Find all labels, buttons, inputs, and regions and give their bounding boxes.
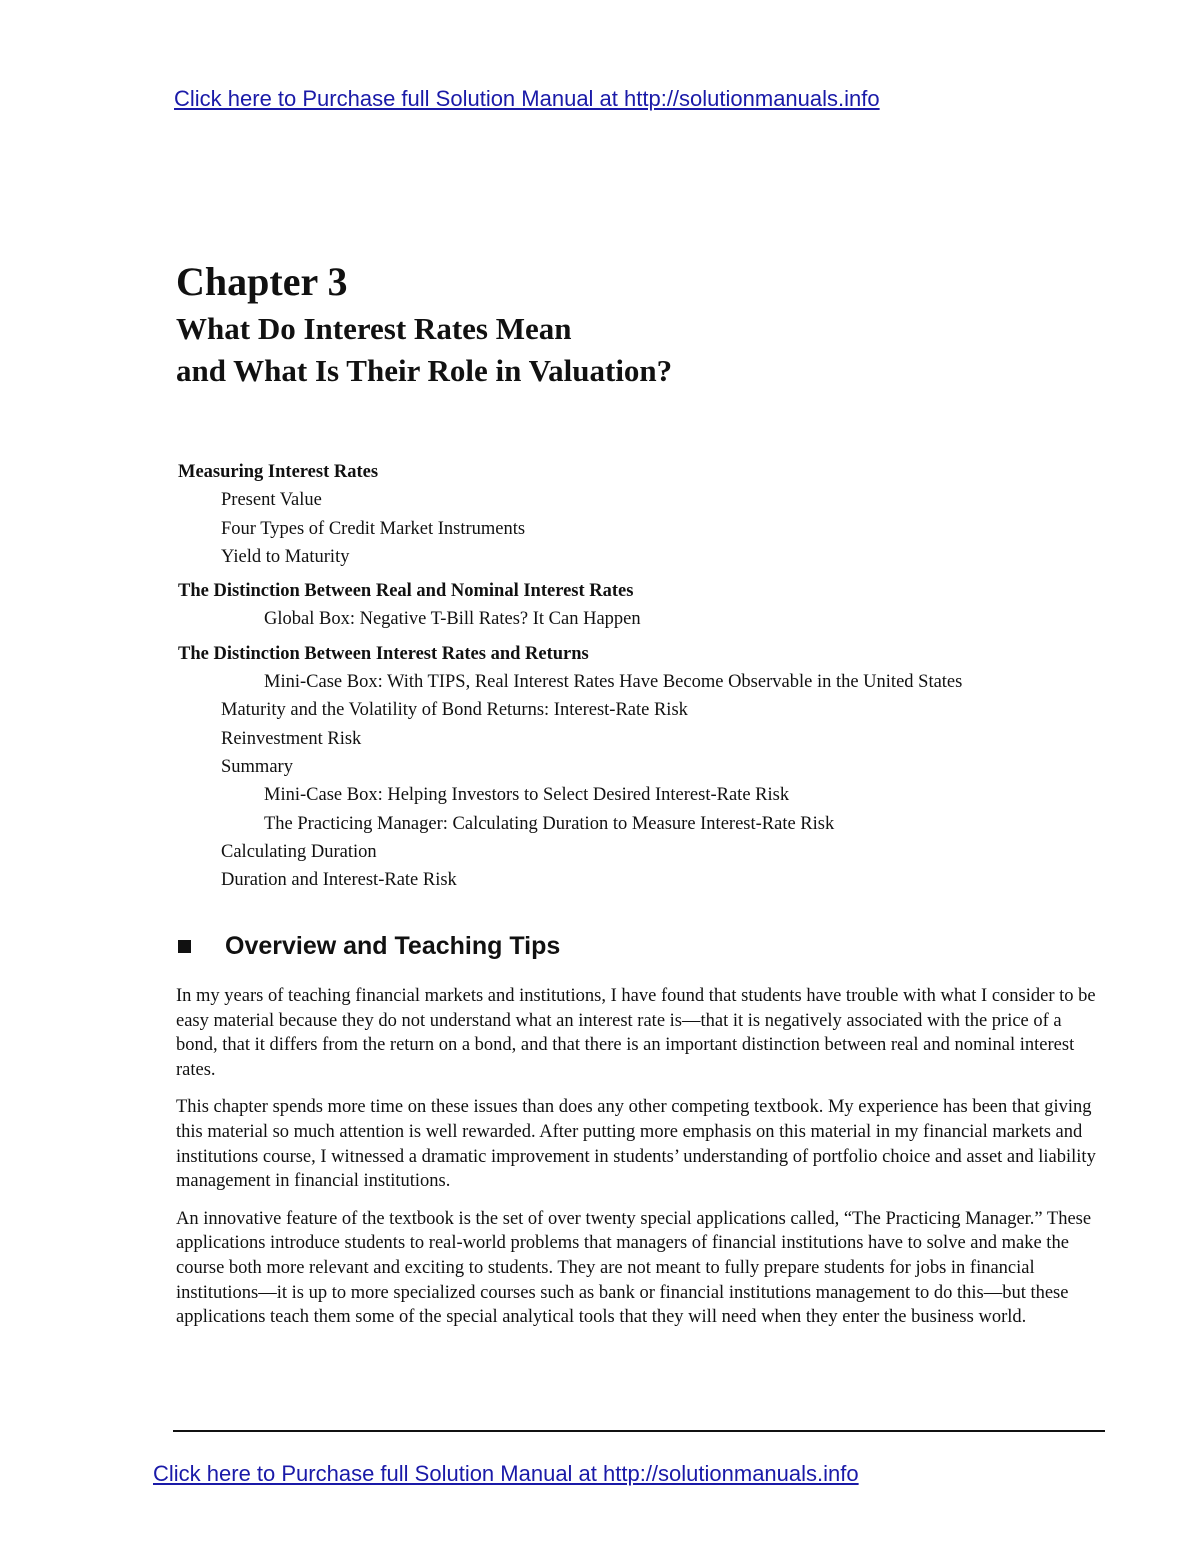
outline-box: Mini-Case Box: Helping Investors to Select Desired Interest-Rate Risk <box>264 785 790 806</box>
outline-box: The Practicing Manager: Calculating Duration to Measure Interest-Rate Risk <box>264 813 835 834</box>
outline-topic: Maturity and the Volatility of Bond Returns: Interest-Rate Risk <box>221 700 688 721</box>
purchase-link-bottom[interactable]: Click here to Purchase full Solution Manual at http://solutionmanuals.info <box>153 1461 859 1486</box>
chapter-title-line-2: and What Is Their Role in Valuation? <box>176 353 673 388</box>
body-paragraph: This chapter spends more time on these issues than does any other competing textbook. My experience has been that giving this material so much attention is well rewarded. After putting more emphasis on this material in my financial markets and institutions course, I witnessed a dramatic improvement in students’ understanding of portfolio choice and asset and liability management in financial institutions. <box>176 1097 1096 1192</box>
outline-section-heading: Measuring Interest Rates <box>178 462 379 482</box>
outline-topic: Present Value <box>221 490 322 511</box>
chapter-title-line-1: What Do Interest Rates Mean <box>176 311 572 346</box>
outline-section-heading: The Distinction Between Interest Rates and Returns <box>178 643 589 664</box>
body-paragraph: In my years of teaching financial markets and institutions, I have found that students have trouble with what I consider to be easy material because they do not understand what an interest rate is—that it is negatively associated with the price of a bond, that it differs from the return on a bond, and that there is an important distinction between real and nominal interest rates. <box>176 986 1096 1080</box>
outline-section-heading: The Distinction Between Real and Nominal Interest Rates <box>178 581 634 602</box>
outline-box: Global Box: Negative T-Bill Rates? It Can Happen <box>264 609 641 630</box>
square-bullet-icon <box>178 940 191 953</box>
overview-heading <box>178 932 560 961</box>
chapter-outline <box>178 458 1118 894</box>
body-paragraph: An innovative feature of the textbook is the set of over twenty special applications called, “The Practicing Manager.” These applications introduce students to real-world problems that managers of financial institutions have to solve and make the course both more relevant and exciting to students. They are not meant to fully prepare students for jobs in financial institutions—it is up to more specialized courses such as bank or financial institutions management to do this—but these applications teach them some of the special analytical tools that they will need when they enter the business world. <box>176 1208 1092 1328</box>
outline-topic: Reinvestment Risk <box>221 728 362 749</box>
outline-topic: Four Types of Credit Market Instruments <box>221 518 526 539</box>
purchase-link-top[interactable]: Click here to Purchase full Solution Manual at http://solutionmanuals.info <box>174 86 880 111</box>
overview-heading-text: Overview and Teaching Tips <box>225 932 561 960</box>
footer-divider <box>173 1430 1105 1432</box>
chapter-title <box>176 308 672 392</box>
outline-topic: Yield to Maturity <box>221 546 350 567</box>
outline-topic: Summary <box>221 756 293 777</box>
chapter-heading: Chapter 3 <box>176 259 348 304</box>
outline-topic: Duration and Interest-Rate Risk <box>221 870 457 891</box>
overview-body <box>176 984 1106 1343</box>
outline-box: Mini-Case Box: With TIPS, Real Interest Rates Have Become Observable in the United States <box>264 672 963 693</box>
outline-topic: Calculating Duration <box>221 841 377 862</box>
